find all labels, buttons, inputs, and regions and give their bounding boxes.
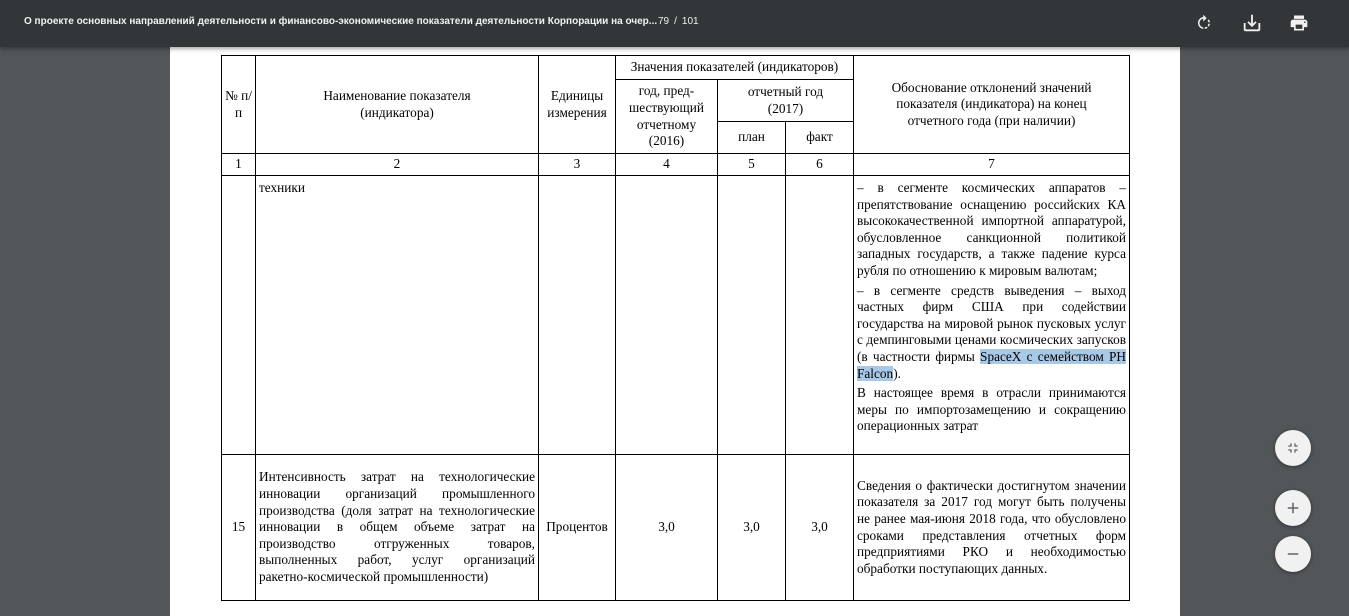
cell-num (222, 176, 256, 455)
header-fact: факт (786, 122, 854, 154)
header-units: Единицы измерения (539, 56, 616, 154)
cell-num: 15 (222, 455, 256, 601)
download-button[interactable] (1239, 10, 1265, 36)
justification-text-end: ). (893, 365, 901, 381)
col-number-2: 2 (256, 154, 539, 176)
cell-justification: Сведения о фактически достигнутом значении показателя за 2017 год могут быть получены не ранее мая-июня 2018 года, что обусловлено сроками представления отчетных форм предприятиями РКО и необходимостью обработки поступающих данных. (854, 455, 1130, 601)
total-pages: 101 (681, 16, 699, 27)
cell-justification (854, 176, 1130, 455)
justification-paragraph-2 (857, 283, 1126, 383)
cell-plan: 3,0 (718, 455, 786, 601)
cell-name: техники (256, 176, 539, 455)
header-name-text: Наименование показателя (индикатора) (323, 87, 471, 120)
pdf-toolbar (0, 0, 1349, 47)
header-prev-year (616, 80, 718, 154)
cell-fact: 3,0 (786, 455, 854, 601)
page-separator: / (674, 16, 677, 27)
cell-units (539, 176, 616, 455)
indicators-table (221, 55, 1130, 601)
header-prev-year-text: год, пред-шествующий отчетному (2016) (628, 83, 705, 149)
zoom-out-icon (1284, 545, 1302, 563)
cell-prev (616, 176, 718, 455)
justification-paragraph-1: – в сегменте космических аппаратов – препятствование оснащению российских КА высококачественной импортной аппаратурой, обусловленное санкционной политикой западных государств, а также падение курса рубля по отношению к мировым валютам; (857, 180, 1126, 278)
cell-name: Интенсивность затрат на технологические инновации организаций промышленного производства (доля затрат на технологические инновации в общем объеме затрат на производство отгруженных товаров, выполненных работ, услуг организаций ракетно-космической промышленности) (256, 455, 539, 601)
rotate-button[interactable] (1191, 10, 1217, 36)
print-icon (1289, 13, 1309, 33)
justification-text: – в сегменте средств выведения – выход частных фирм США при содействии государства на мировой рынок пусковых услуг с демпинговыми ценами космических запусков (в частности фирмы (857, 282, 1126, 364)
header-report-year-text: отчетный год (2017) (747, 83, 824, 116)
col-number-5: 5 (718, 154, 786, 176)
table-row (222, 455, 1130, 601)
col-number-1: 1 (222, 154, 256, 176)
fit-page-button[interactable] (1275, 430, 1311, 466)
current-page-input[interactable]: 79 (658, 16, 670, 27)
page-indicator (658, 16, 699, 27)
cell-prev: 3,0 (616, 455, 718, 601)
fit-page-icon (1285, 440, 1301, 456)
header-num: № п/п (222, 56, 256, 154)
zoom-in-icon (1284, 499, 1302, 517)
header-plan: план (718, 122, 786, 154)
document-title: О проекте основных направлений деятельности и финансово-экономические показатели деятельности Корпорации на очер... (24, 16, 658, 27)
justification-paragraph-3: В настоящее время в отрасли принимаются меры по импортозамещению и сокращению операционных затрат (857, 385, 1126, 434)
zoom-out-button[interactable] (1275, 536, 1311, 572)
download-icon (1241, 12, 1263, 34)
col-number-6: 6 (786, 154, 854, 176)
header-values-group: Значения показателей (индикаторов) (616, 56, 854, 80)
zoom-in-button[interactable] (1275, 490, 1311, 526)
header-report-year (718, 80, 854, 122)
cell-units: Процентов (539, 455, 616, 601)
rotate-icon (1195, 14, 1213, 32)
pdf-page (170, 47, 1180, 616)
highlighted-text[interactable]: SpaceX с семейством РН Falcon (857, 348, 1126, 381)
cell-plan (718, 176, 786, 455)
header-justification (854, 56, 1130, 154)
header-name (256, 56, 539, 154)
cell-fact (786, 176, 854, 455)
col-number-4: 4 (616, 154, 718, 176)
table-row (222, 176, 1130, 455)
header-justification-text: Обоснование отклонений значений показателя (индикатора) на конец отчетного года (при наличии) (891, 79, 1092, 128)
print-button[interactable] (1286, 10, 1312, 36)
col-number-3: 3 (539, 154, 616, 176)
col-number-7: 7 (854, 154, 1130, 176)
